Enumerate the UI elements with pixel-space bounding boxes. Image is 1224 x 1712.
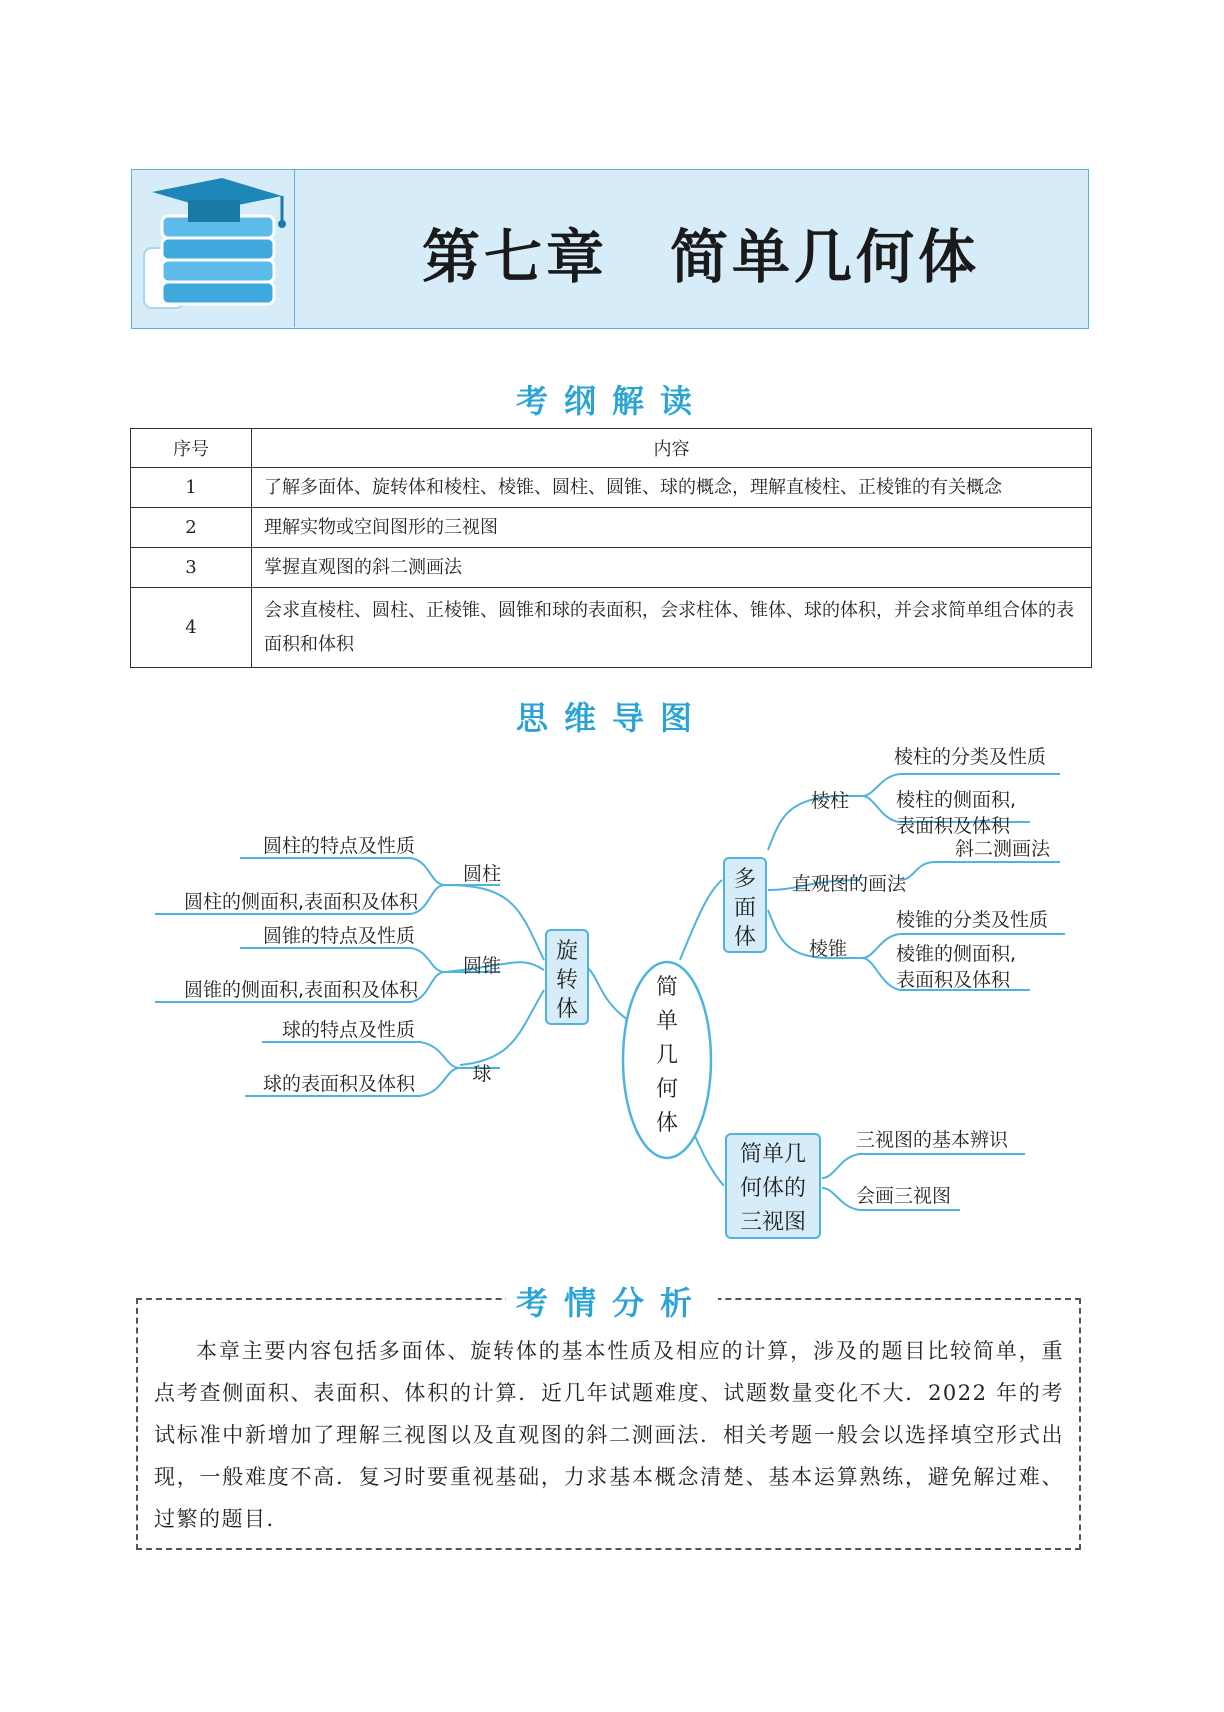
views-item: 三视图的基本辨识 xyxy=(856,1129,1009,1151)
table-row xyxy=(131,548,1092,588)
analysis-title: 考情分析 xyxy=(506,1284,718,1322)
sphere-item: 球的特点及性质 xyxy=(281,1019,415,1041)
row-index: 4 xyxy=(131,588,252,668)
cone-item: 圆锥的特点及性质 xyxy=(262,925,415,947)
rotation-char: 转 xyxy=(555,968,579,993)
table-row xyxy=(131,588,1092,668)
prism-item: 棱柱的侧面积, xyxy=(896,789,1017,811)
center-char: 简 xyxy=(655,975,679,1000)
prism-label: 棱柱 xyxy=(810,790,850,812)
cone-label: 圆锥 xyxy=(462,955,502,977)
row-content: 掌握直观图的斜二测画法 xyxy=(252,548,1092,588)
polyhedron-char: 体 xyxy=(733,925,757,950)
row-content: 理解实物或空间图形的三视图 xyxy=(252,508,1092,548)
row-index: 3 xyxy=(131,548,252,588)
analysis-text: 本章主要内容包括多面体、旋转体的基本性质及相应的计算，涉及的题目比较简单，重点考查侧面积、表面积、体积的计算．近几年试题难度、试题数量变化不大．2022 年的考试标准中新增加了理解三视图以及直观图的斜二测画法．相关考题一般会以选择填空形式出现，一般难度不高．复习时要重视基础，力求基本概念清楚、基本运算熟练，避免解过难、过繁的题目． xyxy=(154,1339,1064,1531)
pyramid-item: 表面积及体积 xyxy=(896,969,1011,991)
syllabus-table xyxy=(130,428,1092,668)
intuitive-item: 斜二测画法 xyxy=(955,838,1051,860)
cone-item: 圆锥的侧面积,表面积及体积 xyxy=(183,979,418,1001)
sphere-item: 球的表面积及体积 xyxy=(262,1073,415,1095)
views-line: 三视图 xyxy=(739,1210,807,1235)
row-index: 2 xyxy=(131,508,252,548)
center-char: 单 xyxy=(655,1009,679,1034)
mindmap-title: 思维导图 xyxy=(515,699,708,737)
analysis-title-wrap xyxy=(0,1278,1224,1324)
center-char: 体 xyxy=(655,1111,679,1136)
cylinder-item: 圆柱的侧面积,表面积及体积 xyxy=(183,891,418,913)
mindmap-diagram xyxy=(0,730,1224,1250)
table-row xyxy=(131,508,1092,548)
center-char: 何 xyxy=(655,1077,679,1102)
cylinder-item: 圆柱的特点及性质 xyxy=(262,835,415,857)
views-line: 简单几 xyxy=(739,1142,807,1167)
intuitive-label: 直观图的画法 xyxy=(792,873,907,895)
pyramid-item: 棱锥的侧面积, xyxy=(896,943,1017,965)
prism-item: 表面积及体积 xyxy=(896,815,1011,837)
pyramid-label: 棱锥 xyxy=(808,938,848,960)
polyhedron-char: 多 xyxy=(733,867,757,892)
prism-item: 棱柱的分类及性质 xyxy=(894,746,1047,768)
center-char: 几 xyxy=(655,1043,679,1068)
table-header-content: 内容 xyxy=(252,429,1092,468)
row-content: 会求直棱柱、圆柱、正棱锥、圆锥和球的表面积，会求柱体、锥体、球的体积，并会求简单组合体的表面积和体积 xyxy=(252,588,1092,668)
books-graduation-cap-icon xyxy=(132,170,295,327)
table-header-index: 序号 xyxy=(131,429,252,468)
chapter-header xyxy=(131,169,1089,329)
rotation-char: 体 xyxy=(555,997,579,1022)
analysis-box xyxy=(136,1298,1081,1550)
row-content: 了解多面体、旋转体和棱柱、棱锥、圆柱、圆锥、球的概念，理解直棱柱、正棱锥的有关概念 xyxy=(252,468,1092,508)
syllabus-title: 考纲解读 xyxy=(515,382,708,420)
row-index: 1 xyxy=(131,468,252,508)
pyramid-item: 棱锥的分类及性质 xyxy=(896,909,1049,931)
polyhedron-char: 面 xyxy=(733,896,757,921)
views-line: 何体的 xyxy=(739,1176,807,1201)
rotation-char: 旋 xyxy=(555,939,579,964)
sphere-label: 球 xyxy=(472,1063,492,1085)
cylinder-label: 圆柱 xyxy=(462,863,502,885)
table-row xyxy=(131,468,1092,508)
chapter-title: 第七章 简单几何体 xyxy=(422,223,981,291)
views-item: 会画三视图 xyxy=(856,1185,952,1207)
